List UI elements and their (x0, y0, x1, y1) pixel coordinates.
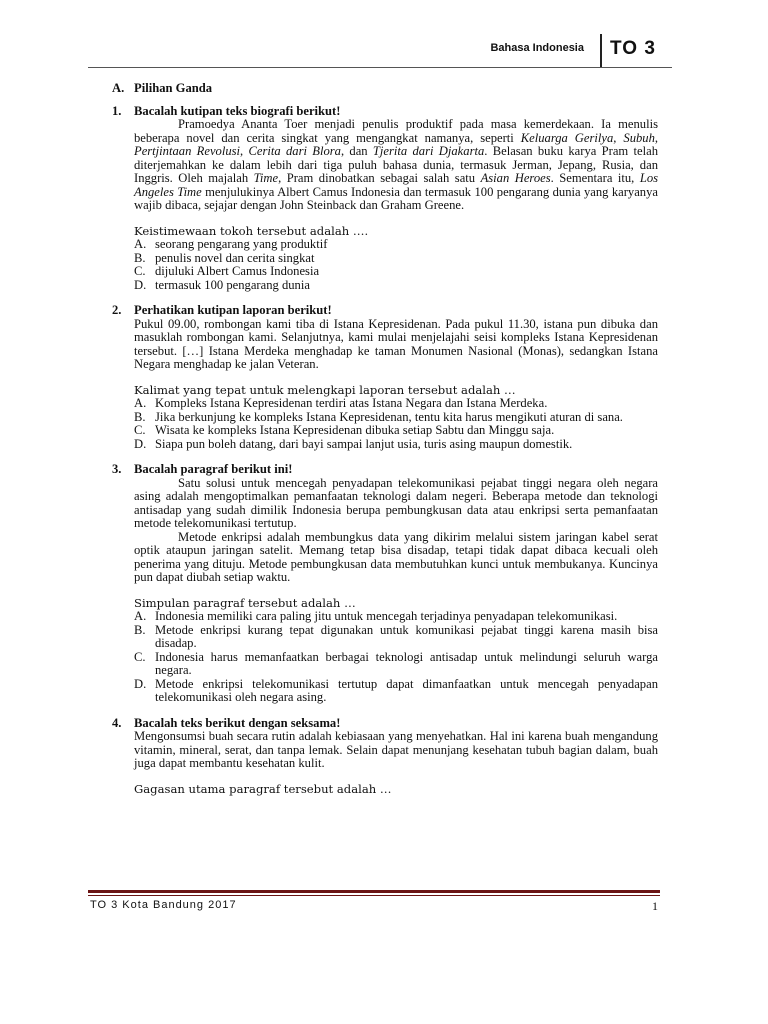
page-footer (88, 890, 660, 913)
paragraph-2: Metode enkripsi adalah membungkus data yang dikirim melalui sistem jaringan kabel serat optik ataupun jaringan satelit. Memang tetap bisa disadap, tetapi tidak dapat dibaca kecuali oleh penerima yang dituju. Metode pembungkusan data membutuhkan kunci untuk membukanya. Kuncinya pun dapat diubah setiap waktu. (134, 529, 658, 584)
answer-options (134, 610, 658, 705)
question-prompt: Simpulan paragraf tersebut adalah … (134, 595, 356, 610)
question-number: 4. (112, 715, 122, 730)
answer-options (134, 397, 658, 451)
section-label: A. (112, 81, 125, 95)
option-d[interactable]: D. termasuk 100 pengarang dunia (134, 277, 310, 292)
question-prompt: Keistimewaan tokoh tersebut adalah …. (134, 223, 369, 238)
question-prompt: Gagasan utama paragraf tersebut adalah … (134, 781, 392, 796)
question-heading (112, 717, 658, 731)
option-d[interactable]: D. Siapa pun boleh datang, dari bayi sampai lanjut usia, turis asing maupun domestik. (134, 436, 573, 451)
subject-label: Bahasa Indonesia (490, 42, 584, 54)
option-b[interactable]: B. Metode enkripsi kurang tepat digunakan untuk komunikasi pejabat tinggi karena masih bisa disadap. (134, 622, 658, 650)
footer-rule-thin (88, 895, 660, 896)
section-title: Pilihan Ganda (134, 81, 213, 95)
question-number: 1. (112, 103, 122, 118)
paragraph-1: Satu solusi untuk mencegah penyadapan telekomunikasi pejabat tinggi negara oleh negara asing adalah mengoptimalkan pemanfaatan teknologi dalam negeri. Beberapa metode dan teknologi antisadap yang sudah dimilik Indonesia berupa pembungkusan data atau enkripsi serta pemanfaatan metode telekomunikasi tertutup. (134, 475, 658, 530)
question-number: 2. (112, 303, 122, 317)
answer-options (134, 238, 658, 292)
question-2 (112, 304, 658, 451)
section-heading (112, 82, 658, 96)
page-content (112, 82, 658, 808)
option-c[interactable]: C. dijuluki Albert Camus Indonesia (134, 264, 320, 278)
footer-rule-thick (88, 890, 660, 893)
option-a[interactable]: A. Kompleks Istana Kepresidenan terdiri atas Istana Negara dan Istana Merdeka. (134, 396, 548, 410)
option-a[interactable]: A. Indonesia memiliki cara paling jitu untuk mencegah terjadinya penyadapan telekomunikasi. (134, 609, 618, 623)
biography-text: Pramoedya Ananta Toer menjadi penulis produktif pada masa kemerdekaan. Ia menulis beberapa novel dan cerita singkat yang mengangkat namanya, seperti Keluarga Gerilya, Subuh, Pertjintaan Revolusi, Cerita dari Blora, dan Tjerita dari Djakarta. Belasan buku karya Pram telah diterjemahkan ke dalam lebih dari tiga puluh bahasa dunia, termasuk Jerman, Jepang, Rusia, dan Inggris. Oleh majalah Time, Pram dinobatkan sebagai salah satu Asian Heroes. Sementara itu, Los Angeles Time menjulukinya Albert Camus Indonesia dan termasuk 100 pengarang dunia yang karyanya wajib dibaca, sejajar dengan John Steinback dan Graham Greene. (134, 117, 659, 212)
option-c[interactable]: C. Wisata ke kompleks Istana Kepresidenan dibuka setiap Sabtu dan Minggu saja. (134, 423, 555, 437)
report-text: Pukul 09.00, rombongan kami tiba di Istana Kepresidenan. Pada pukul 11.30, istana pun dibuka dan masuklah rombongan kami. Selanjutnya, kami mulai menjelajahi seisi kompleks Istana Kepresidenan tersebut. […] Istana Merdeka menghadap ke taman Monumen Nasional (Monas), sedangkan Istana Negara menghadap ke jalan Veteran. (134, 316, 658, 371)
question-instruction: Bacalah paragraf berikut ini! (134, 462, 293, 476)
test-code: TO 3 (610, 38, 656, 59)
option-b[interactable]: B. Jika berkunjung ke kompleks Istana Kepresidenan, tentu kita harus mengikuti aturan di sana. (134, 409, 623, 424)
option-c[interactable]: C. Indonesia harus memanfaatkan berbagai teknologi antisadap untuk melindungi seluruh warga negara. (134, 649, 658, 677)
header-divider (600, 34, 602, 68)
option-b[interactable]: B. penulis novel dan cerita singkat (134, 250, 315, 265)
footer-title: TO 3 Kota Bandung 2017 (90, 899, 237, 911)
page-header (88, 30, 672, 70)
option-a[interactable]: A. seorang pengarang yang produktif (134, 237, 328, 251)
question-number: 3. (112, 462, 122, 476)
question-prompt: Kalimat yang tepat untuk melengkapi laporan tersebut adalah … (134, 382, 516, 397)
question-heading (112, 304, 658, 318)
question-4 (112, 717, 658, 797)
question-heading (112, 105, 658, 119)
passage-text: Mengonsumsi buah secara rutin adalah kebiasaan yang menyehatkan. Hal ini karena buah mengandung vitamin, mineral, serat, dan tanpa lemak. Selain dapat menunjang kesehatan tubuh bagian dalam, buah juga dapat membantu kesehatan kulit. (134, 729, 658, 770)
question-3 (112, 463, 658, 705)
option-d[interactable]: D. Metode enkripsi telekomunikasi tertutup dapat dimanfaatkan untuk mencegah penyadapan telekomunikasi oleh negara asing. (134, 676, 658, 704)
question-instruction: Perhatikan kutipan laporan berikut! (134, 303, 332, 317)
question-instruction: Bacalah teks berikut dengan seksama! (134, 715, 341, 730)
page-number: 1 (652, 899, 658, 913)
question-heading (112, 463, 658, 477)
question-instruction: Bacalah kutipan teks biografi berikut! (134, 103, 341, 118)
question-1 (112, 105, 658, 293)
header-rule (88, 67, 672, 68)
